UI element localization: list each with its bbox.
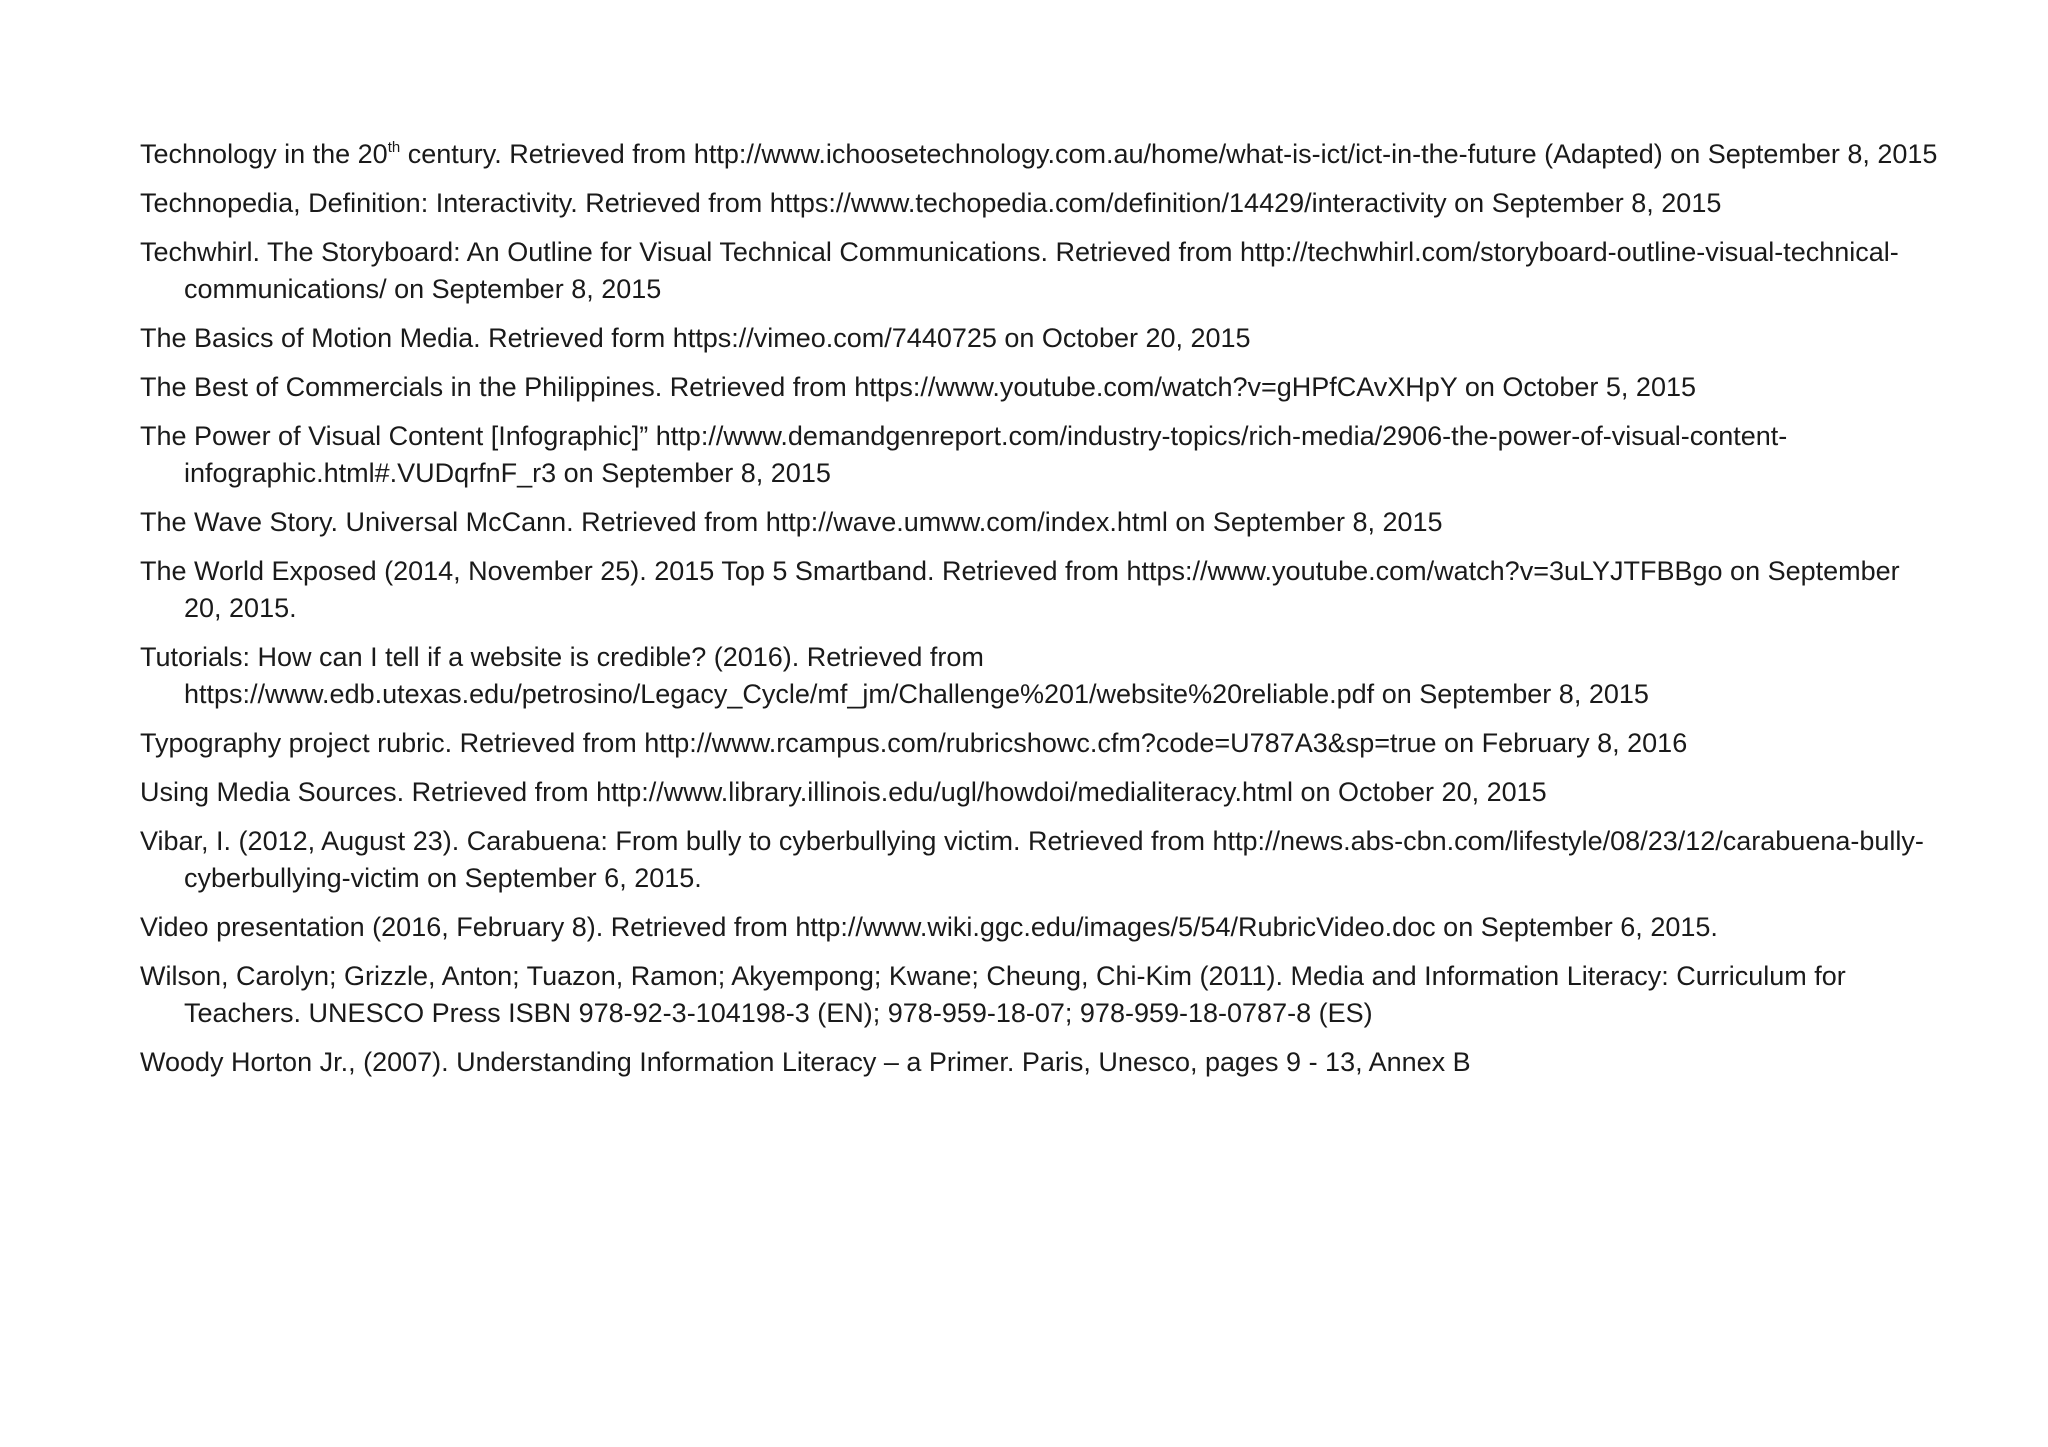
reference-entry: The Power of Visual Content [Infographic]” http://www.demandgenreport.com/industry-topics/rich-media/2906-the-power-of-visual-content-infographic.html#.VUDqrfnF_r3 on September 8, 2015 xyxy=(140,421,1788,488)
reference-list xyxy=(140,136,1940,1093)
reference-text: century. Retrieved from http://www.ichoosetechnology.com.au/home/what-is-ict/ict-in-the-future (Adapted) on September 8, 2015 xyxy=(400,139,1938,169)
reference-text: Technology in the 20 xyxy=(140,139,388,169)
reference-entry: Video presentation (2016, February 8). Retrieved from http://www.wiki.ggc.edu/images/5/54/RubricVideo.doc on September 6, 2015. xyxy=(140,912,1718,942)
reference-entry: The Best of Commercials in the Philippines. Retrieved from https://www.youtube.com/watch?v=gHPfCAvXHpY on October 5, 2015 xyxy=(140,372,1696,402)
reference-entry: Technopedia, Definition: Interactivity. Retrieved from https://www.techopedia.com/definition/14429/interactivity on September 8, 2015 xyxy=(140,188,1722,218)
reference-entry: Techwhirl. The Storyboard: An Outline for Visual Technical Communications. Retrieved from http://techwhirl.com/storyboard-outline-visual-technical-communications/ on September 8, 2015 xyxy=(140,237,1899,304)
reference-entry: Using Media Sources. Retrieved from http://www.library.illinois.edu/ugl/howdoi/medialiteracy.html on October 20, 2015 xyxy=(140,777,1547,807)
reference-entry: Tutorials: How can I tell if a website is credible? (2016). Retrieved from https://www.edb.utexas.edu/petrosino/Legacy_Cycle/mf_jm/Challenge%201/website%20reliable.pdf on September 8, 2015 xyxy=(140,642,1649,709)
superscript: th xyxy=(387,139,401,156)
reference-entry: Typography project rubric. Retrieved from http://www.rcampus.com/rubricshowc.cfm?code=U787A3&sp=true on February 8, 2016 xyxy=(140,728,1688,758)
reference-entry: Woody Horton Jr., (2007). Understanding Information Literacy – a Primer. Paris, Unesco, pages 9 - 13, Annex B xyxy=(140,1047,1471,1077)
reference-entry: The Wave Story. Universal McCann. Retrieved from http://wave.umww.com/index.html on September 8, 2015 xyxy=(140,507,1443,537)
reference-entry xyxy=(140,136,1940,173)
reference-entry: Vibar, I. (2012, August 23). Carabuena: From bully to cyberbullying victim. Retrieved from http://news.abs-cbn.com/lifestyle/08/23/12/carabuena-bully-cyberbullying-victim on September 6, 2015. xyxy=(140,826,1924,893)
reference-entry: Wilson, Carolyn; Grizzle, Anton; Tuazon, Ramon; Akyempong; Kwane; Cheung, Chi-Kim (2011). Media and Information Literacy: Curriculum for Teachers. UNESCO Press ISBN 978-92-3-104198-3 (EN); 978-959-18-07; 978-959-18-0787-8 (ES) xyxy=(140,961,1846,1028)
reference-entry: The World Exposed (2014, November 25). 2015 Top 5 Smartband. Retrieved from https://www.youtube.com/watch?v=3uLYJTFBBgo on September 20, 2015. xyxy=(140,556,1900,623)
reference-entry: The Basics of Motion Media. Retrieved form https://vimeo.com/7440725 on October 20, 2015 xyxy=(140,323,1251,353)
